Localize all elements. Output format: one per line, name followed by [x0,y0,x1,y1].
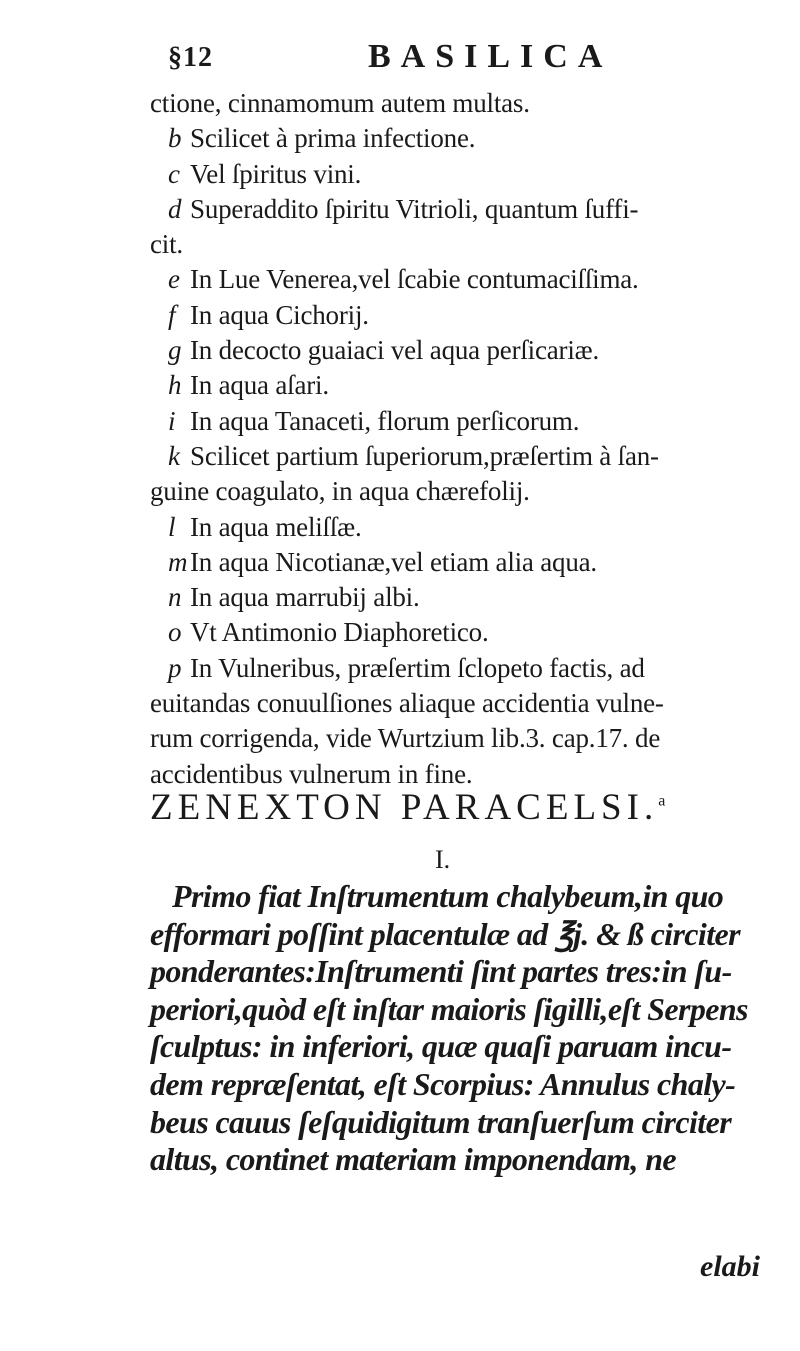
note-text: Scilicet à prima infectione. [190,123,476,154]
running-head-title: BASILICA [368,38,613,75]
note-text: In decocto guaiaci vel aqua perſicariæ. [190,335,599,366]
note-text: In aqua aſari. [190,370,329,401]
note-line [150,368,790,403]
footnotes-block [150,86,790,792]
note-line [150,545,790,580]
note-line [150,227,790,262]
note-text: In aqua meliſſæ. [190,511,362,542]
recipe-text [150,878,790,1179]
note-mark: i [168,405,176,436]
note-text: In aqua Nicotianæ,vel etiam alia aqua. [190,546,597,577]
note-text: rum corrigenda, vide Wurtzium lib.3. cap.17. de [150,723,661,754]
note-mark: c [168,158,180,189]
note-mark: h [168,370,182,401]
note-text: In Lue Venerea,vel ſcabie contumaciſſima. [190,264,639,295]
note-line [150,121,790,156]
note-mark: k [168,440,180,471]
note-mark: m [168,546,188,577]
note-mark: e [168,264,180,295]
recipe-line: altus, continet materiam imponendam, ne [150,1141,676,1178]
note-text: Superaddito ſpiritu Vitrioli, quantum ſuffi- [190,193,639,224]
note-line [150,86,790,121]
recipe-line: beus cauus ſeſquidigitum tranſuerſum circiter [150,1103,732,1140]
recipe-line: periori,quòd eſt inſtar maioris ſigilli,eſt Serpens [150,990,748,1027]
recipe-line: ſculptus: in inferiori, quæ quaſi paruam incu- [150,1028,732,1065]
note-text: In aqua Cichorij. [190,299,369,330]
note-mark: p [168,652,182,683]
note-line [150,439,790,474]
note-text: In aqua Tanaceti, florum perſicorum. [190,405,580,436]
page-number: §12 [168,42,213,73]
recipe-line: ponderantes:Inſtrumenti ſint partes tres:in ſu- [150,953,732,990]
catchword: elabi [700,1250,760,1283]
note-text: euitandas conuulſiones aliaque accidentia vulne- [150,688,664,719]
note-line [150,615,790,650]
note-mark: d [168,193,182,224]
note-text: cit. [150,229,183,260]
note-line [150,721,790,756]
note-mark: b [168,123,182,154]
note-text: accidentibus vulnerum in fine. [150,758,473,789]
note-line [150,651,790,686]
note-line [150,192,790,227]
note-mark: n [168,582,182,613]
note-line [150,510,790,545]
recipe-line: dem repræſentat, eſt Scorpius: Annulus chaly- [150,1065,736,1102]
note-text: Vt Antimonio Diaphoretico. [190,617,489,648]
note-text: In Vulneribus, præſertim ſclopeto factis, ad [190,652,645,683]
note-text: Vel ſpiritus vini. [190,158,362,189]
recipe-line: Primo fiat Inſtrumentum chalybeum,in quo [172,878,724,914]
note-text: ctione, cinnamomum autem multas. [150,88,530,118]
section-title [150,786,790,829]
note-text: In aqua marrubij albi. [190,582,420,613]
note-line [150,333,790,368]
note-mark: l [168,511,176,542]
note-text: guine coagulato, in aqua chærefolij. [150,476,530,507]
note-line [150,580,790,615]
section-title-text: ZENEXTON PARACELSI. [150,787,659,828]
note-text: Scilicet partium ſuperiorum,præſertim à ſan- [190,440,659,471]
running-head [168,38,628,78]
note-line [150,157,790,192]
section-number: I. [435,845,451,874]
note-mark: f [168,299,176,330]
note-line [150,298,790,333]
note-line [150,404,790,439]
note-line [150,474,790,509]
note-line [150,262,790,297]
note-mark: g [168,335,182,366]
recipe-line: efformari poſſint placentulæ ad ℥j. & ß circiter [150,915,740,952]
note-line [150,686,790,721]
note-mark: o [168,617,182,648]
section-title-note-mark: a [658,792,666,810]
